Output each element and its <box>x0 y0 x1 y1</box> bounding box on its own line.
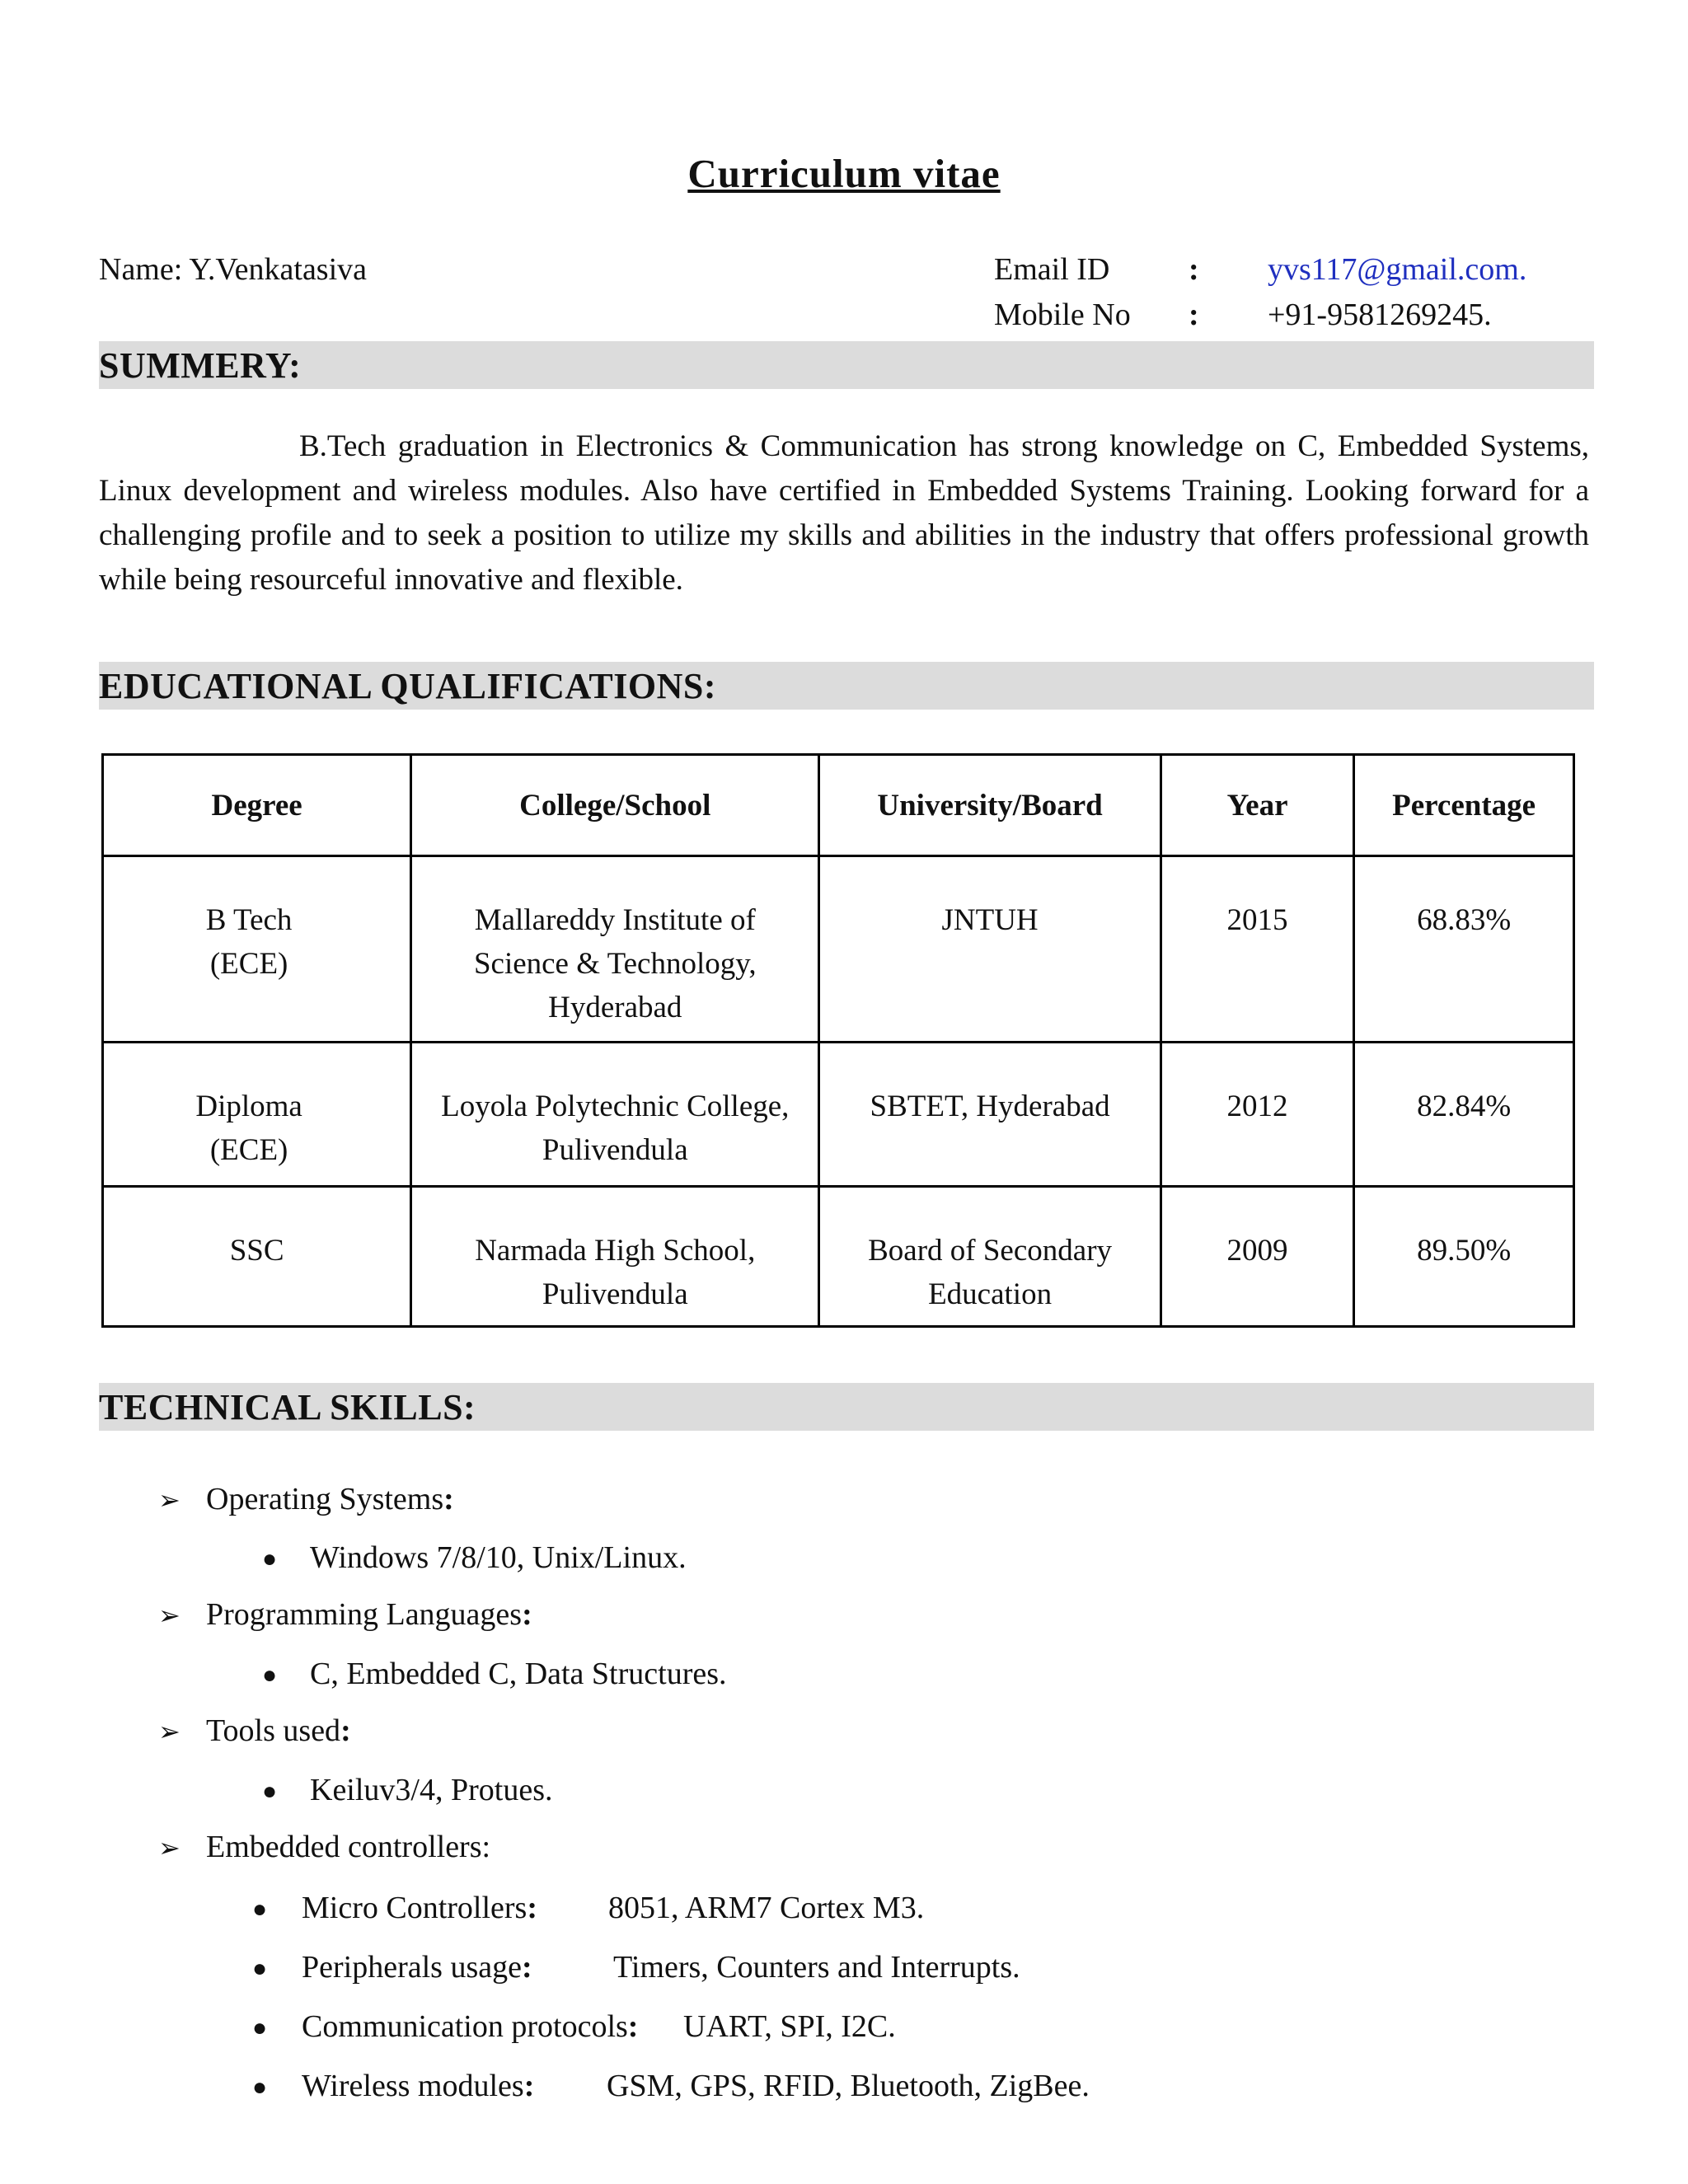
percentage-cell: 89.50% <box>1354 1187 1574 1327</box>
skill-category-label: Tools used <box>206 1713 341 1748</box>
controller-value: Timers, Counters and Interrupts. <box>613 1950 1020 1985</box>
skill-category-operating-systems: ➢ Operating Systems: <box>158 1482 454 1516</box>
degree-line: B Tech <box>205 903 293 937</box>
mobile-label: Mobile No <box>994 298 1131 332</box>
email-separator: : <box>1189 252 1199 287</box>
bullet-icon: ● <box>252 2074 268 2101</box>
skill-category-label: Embedded controllers: <box>206 1830 491 1864</box>
summary-section-bar <box>99 341 1594 389</box>
education-table <box>101 753 1575 1328</box>
board-line: JNTUH <box>941 903 1039 937</box>
mobile-separator: : <box>1189 298 1199 332</box>
controller-value: UART, SPI, I2C. <box>683 2009 896 2044</box>
controller-label: Wireless modules: <box>302 2069 535 2103</box>
skill-value-tools: Keiluv3/4, Protues. <box>310 1773 553 1807</box>
arrow-bullet-icon: ➢ <box>158 1717 181 1746</box>
table-row <box>103 1043 1574 1187</box>
degree-line: SSC <box>229 1234 284 1268</box>
document-title: Curriculum vitae <box>687 151 1001 196</box>
skills-section-bar <box>99 1383 1594 1431</box>
bullet-icon: ● <box>262 1661 278 1689</box>
degree-line: (ECE) <box>209 947 288 981</box>
skill-category-label: Operating Systems <box>206 1482 444 1516</box>
board-line: Education <box>928 1277 1053 1311</box>
arrow-bullet-icon: ➢ <box>158 1833 181 1863</box>
controller-value: GSM, GPS, RFID, Bluetooth, ZigBee. <box>607 2069 1090 2103</box>
college-line: Mallareddy Institute of <box>474 903 756 937</box>
degree-line: (ECE) <box>209 1133 288 1167</box>
table-header-row <box>103 755 1574 856</box>
college-line: Narmada High School, <box>475 1234 756 1268</box>
bullet-icon: ● <box>252 2014 268 2041</box>
column-header-board: University/Board <box>819 755 1161 856</box>
bullet-icon: ● <box>262 1545 278 1572</box>
year-cell: 2015 <box>1160 856 1353 1043</box>
controller-value: 8051, ARM7 Cortex M3. <box>608 1891 925 1925</box>
year-cell: 2009 <box>1160 1187 1353 1327</box>
percentage-cell: 68.83% <box>1354 856 1574 1043</box>
mobile-number: +91-9581269245. <box>1268 298 1492 332</box>
college-cell <box>411 1187 819 1327</box>
skill-value-os: Windows 7/8/10, Unix/Linux. <box>310 1540 687 1575</box>
column-header-percentage: Percentage <box>1354 755 1574 856</box>
candidate-name: Name: Y.Venkatasiva <box>99 252 368 287</box>
college-cell <box>411 1043 819 1187</box>
education-section-bar <box>99 662 1594 710</box>
percentage-cell: 82.84% <box>1354 1043 1574 1187</box>
skill-category-tools: ➢ Tools used: <box>158 1713 351 1748</box>
skill-category-embedded-controllers <box>158 1829 490 1865</box>
column-header-year: Year <box>1160 755 1353 856</box>
controller-label: Micro Controllers: <box>302 1891 538 1925</box>
table-row <box>103 1187 1574 1327</box>
college-cell <box>411 856 819 1043</box>
education-heading: EDUCATIONAL QUALIFICATIONS: <box>99 666 716 706</box>
board-cell <box>819 856 1161 1043</box>
board-line: Board of Secondary <box>868 1234 1113 1268</box>
bullet-icon: ● <box>262 1778 278 1805</box>
arrow-bullet-icon: ➢ <box>158 1485 181 1515</box>
degree-cell <box>103 1043 411 1187</box>
college-line: Hyderabad <box>548 991 682 1024</box>
table-row <box>103 856 1574 1043</box>
degree-line: Diploma <box>195 1090 302 1123</box>
arrow-bullet-icon: ➢ <box>158 1601 181 1630</box>
year-cell: 2012 <box>1160 1043 1353 1187</box>
college-line: Pulivendula <box>542 1277 688 1311</box>
controller-label: Peripherals usage: <box>302 1950 532 1985</box>
bullet-icon: ● <box>252 1955 268 1982</box>
summary-heading: SUMMERY: <box>99 345 302 386</box>
skills-heading: TECHNICAL SKILLS: <box>99 1387 476 1427</box>
controller-label: Communication protocols: <box>302 2009 639 2044</box>
email-label: Email ID <box>994 252 1110 287</box>
summary-paragraph: B.Tech graduation in Electronics & Communication has strong knowledge on C, Embedded Systems, Linux development and wireless modules. Also have certified in Embedded Systems Training. Looking forward for a challenging profile and to seek a position to utilize my skills and abilities in the industry that offers professional growth while being resourceful innovative and flexible. <box>99 429 1589 597</box>
skill-category-label: Programming Languages <box>206 1597 523 1632</box>
college-line: Science & Technology, <box>473 947 757 981</box>
college-line: Pulivendula <box>542 1133 688 1167</box>
degree-cell <box>103 856 411 1043</box>
skill-value-languages: C, Embedded C, Data Structures. <box>310 1657 727 1691</box>
email-link[interactable]: yvs117@gmail.com. <box>1268 252 1527 287</box>
column-header-college: College/School <box>411 755 819 856</box>
bullet-icon: ● <box>252 1896 268 1923</box>
column-header-degree: Degree <box>103 755 411 856</box>
degree-cell <box>103 1187 411 1327</box>
college-line: Loyola Polytechnic College, <box>441 1090 790 1123</box>
board-cell <box>819 1043 1161 1187</box>
board-cell <box>819 1187 1161 1327</box>
board-line: SBTET, Hyderabad <box>870 1090 1110 1123</box>
skill-category-programming-languages: ➢ Programming Languages: <box>158 1597 532 1632</box>
